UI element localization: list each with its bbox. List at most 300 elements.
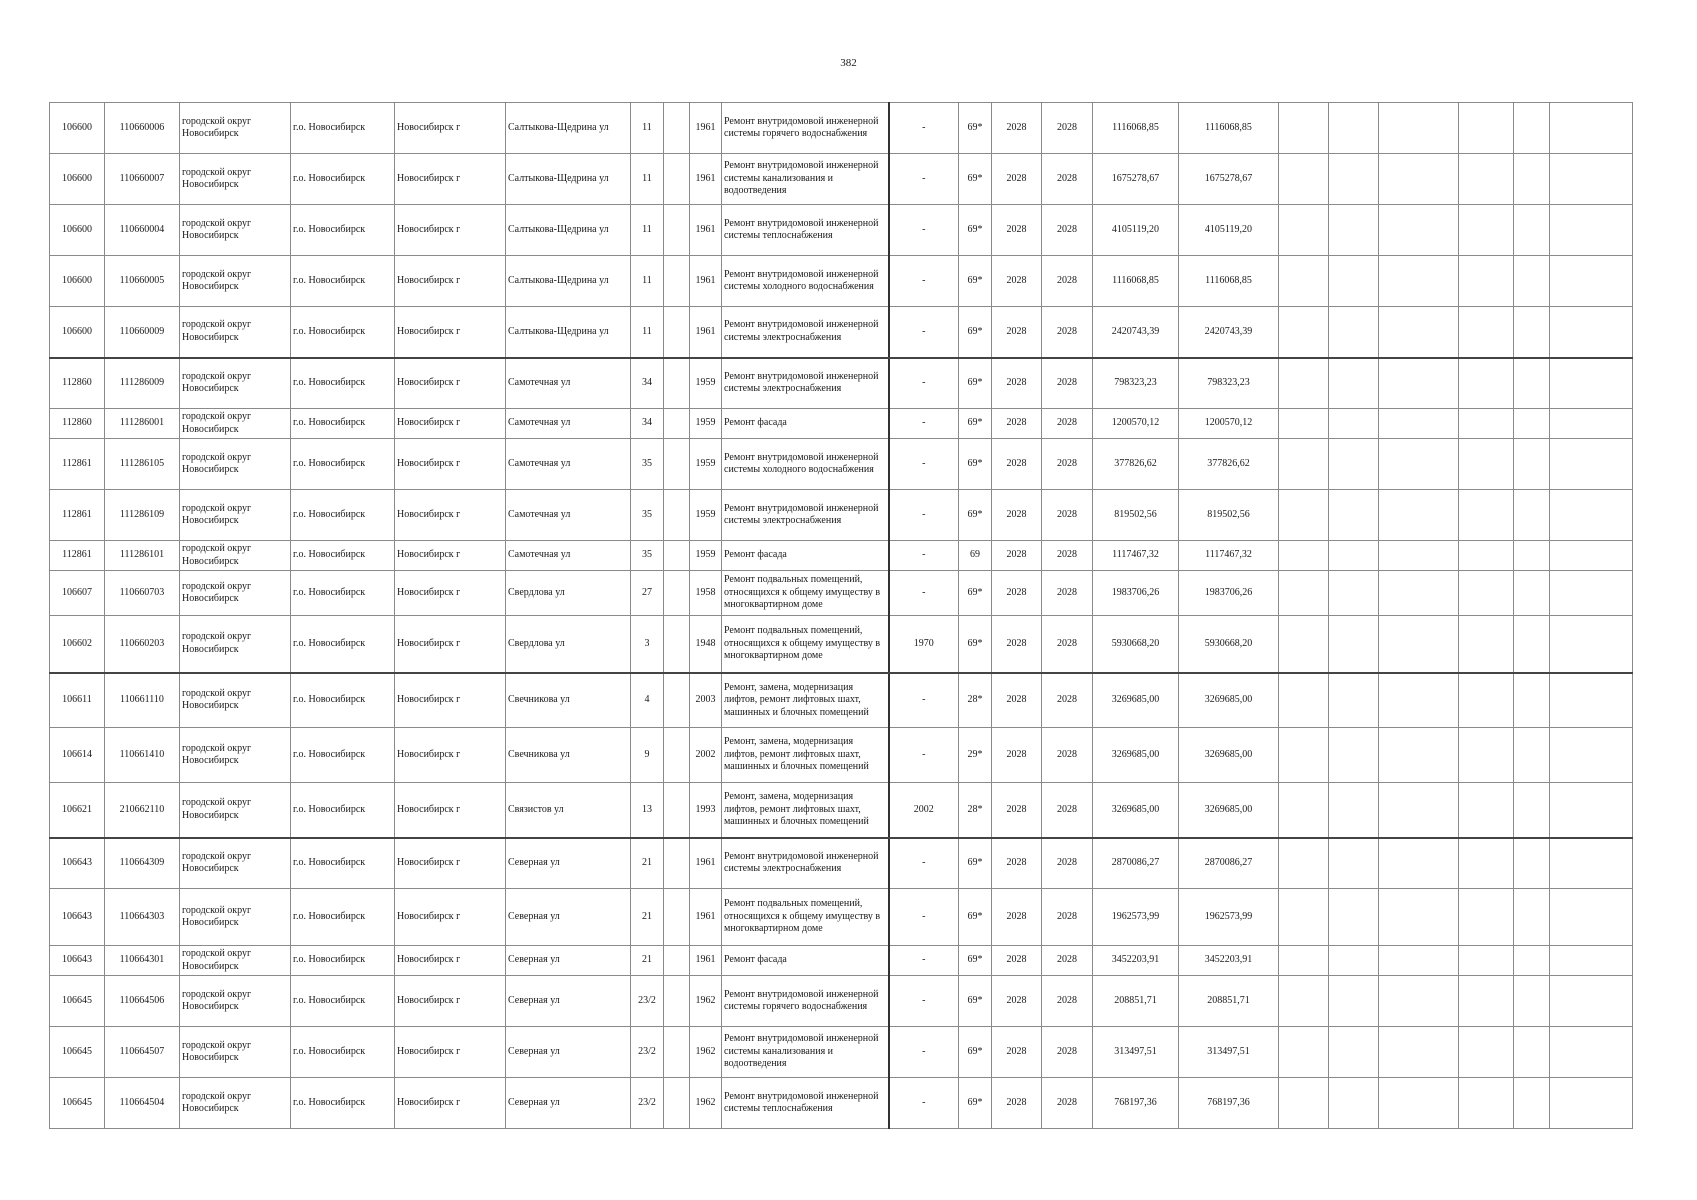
- row-wear: 69*: [959, 307, 992, 358]
- row-id: 112861: [50, 541, 105, 571]
- row-cost: 819502,56: [1093, 490, 1179, 541]
- row-last-repair: 1970: [889, 616, 959, 673]
- empty-cell: [1329, 409, 1379, 439]
- empty-cell: [1329, 673, 1379, 728]
- row-plan-start: 2028: [992, 728, 1042, 783]
- row-street: Северная ул: [506, 946, 631, 976]
- table-row: [50, 256, 1633, 307]
- row-last-repair: -: [889, 1078, 959, 1129]
- empty-cell: [1379, 976, 1459, 1027]
- table-row: [50, 439, 1633, 490]
- row-house: 34: [631, 409, 664, 439]
- row-street: Свердлова ул: [506, 616, 631, 673]
- row-id: 106614: [50, 728, 105, 783]
- empty-cell: [1514, 838, 1550, 889]
- row-street: Северная ул: [506, 889, 631, 946]
- row-district: городской округ Новосибирск: [180, 976, 291, 1027]
- row-last-repair: -: [889, 256, 959, 307]
- empty-cell: [1459, 728, 1514, 783]
- row-cost: 1983706,26: [1093, 571, 1179, 616]
- empty-cell: [1550, 439, 1633, 490]
- row-building: [664, 205, 690, 256]
- row-work-type: Ремонт внутридомовой инженерной системы канализования и водоотведения: [722, 1027, 889, 1078]
- row-building: [664, 358, 690, 409]
- row-district: городской округ Новосибирск: [180, 307, 291, 358]
- row-cost-total: 1200570,12: [1179, 409, 1279, 439]
- row-district: городской округ Новосибирск: [180, 154, 291, 205]
- row-house: 9: [631, 728, 664, 783]
- row-last-repair: -: [889, 205, 959, 256]
- empty-cell: [1379, 889, 1459, 946]
- row-year: 1962: [690, 976, 722, 1027]
- empty-cell: [1379, 783, 1459, 838]
- row-district: городской округ Новосибирск: [180, 541, 291, 571]
- row-street: Салтыкова-Щедрина ул: [506, 307, 631, 358]
- empty-cell: [1329, 154, 1379, 205]
- row-plan-end: 2028: [1042, 1078, 1093, 1129]
- row-city: Новосибирск г: [395, 889, 506, 946]
- row-code: 111286009: [105, 358, 180, 409]
- row-code: 110661110: [105, 673, 180, 728]
- row-cost: 1116068,85: [1093, 256, 1179, 307]
- row-street: Салтыкова-Щедрина ул: [506, 103, 631, 154]
- row-cost: 1962573,99: [1093, 889, 1179, 946]
- row-municipality: г.о. Новосибирск: [291, 103, 395, 154]
- row-plan-start: 2028: [992, 673, 1042, 728]
- row-cost-total: 377826,62: [1179, 439, 1279, 490]
- row-street: Свечникова ул: [506, 728, 631, 783]
- row-street: Свердлова ул: [506, 571, 631, 616]
- row-last-repair: -: [889, 307, 959, 358]
- table-row: [50, 358, 1633, 409]
- row-city: Новосибирск г: [395, 439, 506, 490]
- row-municipality: г.о. Новосибирск: [291, 783, 395, 838]
- row-plan-start: 2028: [992, 783, 1042, 838]
- row-district: городской округ Новосибирск: [180, 439, 291, 490]
- empty-cell: [1514, 256, 1550, 307]
- row-city: Новосибирск г: [395, 838, 506, 889]
- empty-cell: [1514, 783, 1550, 838]
- row-street: Салтыкова-Щедрина ул: [506, 205, 631, 256]
- row-district: городской округ Новосибирск: [180, 490, 291, 541]
- empty-cell: [1279, 976, 1329, 1027]
- row-house: 11: [631, 307, 664, 358]
- row-wear: 69*: [959, 838, 992, 889]
- empty-cell: [1329, 307, 1379, 358]
- row-work-type: Ремонт внутридомовой инженерной системы горячего водоснабжения: [722, 976, 889, 1027]
- row-municipality: г.о. Новосибирск: [291, 571, 395, 616]
- empty-cell: [1279, 307, 1329, 358]
- row-municipality: г.о. Новосибирск: [291, 976, 395, 1027]
- table-row: [50, 1078, 1633, 1129]
- empty-cell: [1329, 889, 1379, 946]
- empty-cell: [1459, 673, 1514, 728]
- empty-cell: [1379, 358, 1459, 409]
- empty-cell: [1279, 256, 1329, 307]
- table-row: [50, 307, 1633, 358]
- row-id: 106645: [50, 1078, 105, 1129]
- row-building: [664, 783, 690, 838]
- empty-cell: [1459, 409, 1514, 439]
- row-city: Новосибирск г: [395, 616, 506, 673]
- row-plan-start: 2028: [992, 307, 1042, 358]
- empty-cell: [1279, 439, 1329, 490]
- row-cost: 798323,23: [1093, 358, 1179, 409]
- empty-cell: [1379, 1078, 1459, 1129]
- row-district: городской округ Новосибирск: [180, 673, 291, 728]
- row-plan-start: 2028: [992, 838, 1042, 889]
- row-house: 3: [631, 616, 664, 673]
- row-plan-start: 2028: [992, 409, 1042, 439]
- row-year: 1959: [690, 439, 722, 490]
- row-wear: 69*: [959, 1078, 992, 1129]
- row-year: 1959: [690, 409, 722, 439]
- row-cost: 208851,71: [1093, 976, 1179, 1027]
- table-row: [50, 783, 1633, 838]
- row-house: 23/2: [631, 976, 664, 1027]
- row-code: 110660006: [105, 103, 180, 154]
- row-district: городской округ Новосибирск: [180, 103, 291, 154]
- empty-cell: [1279, 946, 1329, 976]
- row-wear: 69*: [959, 946, 992, 976]
- row-work-type: Ремонт фасада: [722, 946, 889, 976]
- row-cost-total: 1116068,85: [1179, 256, 1279, 307]
- empty-cell: [1279, 358, 1329, 409]
- row-district: городской округ Новосибирск: [180, 838, 291, 889]
- row-work-type: Ремонт фасада: [722, 541, 889, 571]
- row-plan-end: 2028: [1042, 976, 1093, 1027]
- empty-cell: [1279, 783, 1329, 838]
- empty-cell: [1550, 889, 1633, 946]
- empty-cell: [1379, 490, 1459, 541]
- row-cost: 1200570,12: [1093, 409, 1179, 439]
- row-building: [664, 409, 690, 439]
- row-street: Самотечная ул: [506, 409, 631, 439]
- row-cost-total: 1116068,85: [1179, 103, 1279, 154]
- row-house: 23/2: [631, 1027, 664, 1078]
- row-municipality: г.о. Новосибирск: [291, 838, 395, 889]
- table-body: [50, 103, 1633, 1129]
- row-municipality: г.о. Новосибирск: [291, 1078, 395, 1129]
- row-wear: 69*: [959, 616, 992, 673]
- row-work-type: Ремонт, замена, модернизация лифтов, ремонт лифтовых шахт, машинных и блочных помещений: [722, 673, 889, 728]
- row-cost: 3269685,00: [1093, 728, 1179, 783]
- row-work-type: Ремонт внутридомовой инженерной системы горячего водоснабжения: [722, 103, 889, 154]
- empty-cell: [1379, 838, 1459, 889]
- table-row: [50, 889, 1633, 946]
- row-cost-total: 2870086,27: [1179, 838, 1279, 889]
- row-work-type: Ремонт внутридомовой инженерной системы электроснабжения: [722, 307, 889, 358]
- row-code: 110664303: [105, 889, 180, 946]
- row-city: Новосибирск г: [395, 1078, 506, 1129]
- row-municipality: г.о. Новосибирск: [291, 490, 395, 541]
- empty-cell: [1550, 307, 1633, 358]
- row-street: Северная ул: [506, 976, 631, 1027]
- empty-cell: [1279, 490, 1329, 541]
- row-cost: 3269685,00: [1093, 673, 1179, 728]
- empty-cell: [1514, 439, 1550, 490]
- row-wear: 69*: [959, 1027, 992, 1078]
- row-plan-start: 2028: [992, 1078, 1042, 1129]
- row-district: городской округ Новосибирск: [180, 571, 291, 616]
- row-plan-end: 2028: [1042, 1027, 1093, 1078]
- row-work-type: Ремонт подвальных помещений, относящихся к общему имуществу в многоквартирном доме: [722, 571, 889, 616]
- row-cost-total: 1117467,32: [1179, 541, 1279, 571]
- empty-cell: [1379, 154, 1459, 205]
- empty-cell: [1329, 783, 1379, 838]
- row-last-repair: -: [889, 1027, 959, 1078]
- empty-cell: [1459, 976, 1514, 1027]
- row-plan-end: 2028: [1042, 205, 1093, 256]
- row-city: Новосибирск г: [395, 976, 506, 1027]
- row-code: 110660203: [105, 616, 180, 673]
- row-year: 1959: [690, 358, 722, 409]
- row-plan-end: 2028: [1042, 541, 1093, 571]
- row-plan-start: 2028: [992, 205, 1042, 256]
- row-city: Новосибирск г: [395, 307, 506, 358]
- row-cost: 1675278,67: [1093, 154, 1179, 205]
- row-id: 112861: [50, 490, 105, 541]
- row-house: 35: [631, 541, 664, 571]
- row-district: городской округ Новосибирск: [180, 205, 291, 256]
- empty-cell: [1459, 946, 1514, 976]
- row-cost-total: 3269685,00: [1179, 673, 1279, 728]
- row-code: 111286109: [105, 490, 180, 541]
- table-row: [50, 205, 1633, 256]
- row-wear: 69*: [959, 490, 992, 541]
- table-row: [50, 838, 1633, 889]
- row-last-repair: -: [889, 409, 959, 439]
- row-plan-end: 2028: [1042, 571, 1093, 616]
- row-wear: 69*: [959, 205, 992, 256]
- row-municipality: г.о. Новосибирск: [291, 358, 395, 409]
- empty-cell: [1329, 616, 1379, 673]
- row-plan-start: 2028: [992, 946, 1042, 976]
- row-building: [664, 946, 690, 976]
- row-city: Новосибирск г: [395, 409, 506, 439]
- empty-cell: [1459, 154, 1514, 205]
- row-code: 110660703: [105, 571, 180, 616]
- empty-cell: [1459, 358, 1514, 409]
- empty-cell: [1514, 1078, 1550, 1129]
- empty-cell: [1379, 946, 1459, 976]
- empty-cell: [1329, 976, 1379, 1027]
- row-id: 106643: [50, 946, 105, 976]
- empty-cell: [1329, 1027, 1379, 1078]
- row-building: [664, 154, 690, 205]
- empty-cell: [1550, 1027, 1633, 1078]
- table-row: [50, 409, 1633, 439]
- row-plan-end: 2028: [1042, 103, 1093, 154]
- row-work-type: Ремонт внутридомовой инженерной системы теплоснабжения: [722, 1078, 889, 1129]
- row-cost: 3452203,91: [1093, 946, 1179, 976]
- row-plan-start: 2028: [992, 976, 1042, 1027]
- row-street: Салтыкова-Щедрина ул: [506, 154, 631, 205]
- empty-cell: [1379, 439, 1459, 490]
- row-house: 35: [631, 439, 664, 490]
- row-last-repair: -: [889, 976, 959, 1027]
- row-year: 1962: [690, 1027, 722, 1078]
- row-cost: 377826,62: [1093, 439, 1179, 490]
- row-street: Самотечная ул: [506, 439, 631, 490]
- row-id: 106600: [50, 154, 105, 205]
- row-street: Связистов ул: [506, 783, 631, 838]
- empty-cell: [1329, 205, 1379, 256]
- row-district: городской округ Новосибирск: [180, 256, 291, 307]
- empty-cell: [1279, 616, 1329, 673]
- empty-cell: [1279, 571, 1329, 616]
- empty-cell: [1379, 541, 1459, 571]
- row-plan-end: 2028: [1042, 409, 1093, 439]
- empty-cell: [1514, 358, 1550, 409]
- empty-cell: [1379, 571, 1459, 616]
- empty-cell: [1514, 616, 1550, 673]
- empty-cell: [1279, 103, 1329, 154]
- row-year: 1961: [690, 256, 722, 307]
- row-id: 112860: [50, 358, 105, 409]
- empty-cell: [1550, 976, 1633, 1027]
- row-work-type: Ремонт, замена, модернизация лифтов, ремонт лифтовых шахт, машинных и блочных помещений: [722, 783, 889, 838]
- row-cost: 4105119,20: [1093, 205, 1179, 256]
- row-cost-total: 4105119,20: [1179, 205, 1279, 256]
- empty-cell: [1550, 490, 1633, 541]
- row-cost: 5930668,20: [1093, 616, 1179, 673]
- row-code: 111286101: [105, 541, 180, 571]
- row-municipality: г.о. Новосибирск: [291, 946, 395, 976]
- row-cost-total: 3269685,00: [1179, 783, 1279, 838]
- empty-cell: [1459, 256, 1514, 307]
- row-municipality: г.о. Новосибирск: [291, 1027, 395, 1078]
- empty-cell: [1550, 256, 1633, 307]
- row-municipality: г.о. Новосибирск: [291, 205, 395, 256]
- row-id: 106607: [50, 571, 105, 616]
- row-code: 210662110: [105, 783, 180, 838]
- row-plan-end: 2028: [1042, 307, 1093, 358]
- row-work-type: Ремонт подвальных помещений, относящихся к общему имуществу в многоквартирном доме: [722, 616, 889, 673]
- row-building: [664, 976, 690, 1027]
- row-city: Новосибирск г: [395, 490, 506, 541]
- empty-cell: [1459, 439, 1514, 490]
- row-house: 35: [631, 490, 664, 541]
- row-code: 110660005: [105, 256, 180, 307]
- row-cost: 1117467,32: [1093, 541, 1179, 571]
- empty-cell: [1379, 103, 1459, 154]
- empty-cell: [1550, 838, 1633, 889]
- row-building: [664, 673, 690, 728]
- row-district: городской округ Новосибирск: [180, 616, 291, 673]
- empty-cell: [1379, 1027, 1459, 1078]
- empty-cell: [1459, 571, 1514, 616]
- row-id: 106600: [50, 256, 105, 307]
- empty-cell: [1279, 673, 1329, 728]
- table-row: [50, 154, 1633, 205]
- empty-cell: [1279, 1078, 1329, 1129]
- row-year: 1959: [690, 541, 722, 571]
- row-wear: 69*: [959, 358, 992, 409]
- empty-cell: [1550, 571, 1633, 616]
- empty-cell: [1514, 1027, 1550, 1078]
- row-house: 11: [631, 205, 664, 256]
- empty-cell: [1550, 728, 1633, 783]
- empty-cell: [1329, 490, 1379, 541]
- row-wear: 69*: [959, 889, 992, 946]
- row-building: [664, 439, 690, 490]
- empty-cell: [1550, 205, 1633, 256]
- row-municipality: г.о. Новосибирск: [291, 616, 395, 673]
- row-id: 106602: [50, 616, 105, 673]
- row-building: [664, 1078, 690, 1129]
- row-cost-total: 3269685,00: [1179, 728, 1279, 783]
- table-row: [50, 728, 1633, 783]
- row-city: Новосибирск г: [395, 541, 506, 571]
- row-id: 106611: [50, 673, 105, 728]
- empty-cell: [1459, 1027, 1514, 1078]
- empty-cell: [1279, 889, 1329, 946]
- empty-cell: [1459, 490, 1514, 541]
- table-row: [50, 946, 1633, 976]
- row-house: 11: [631, 103, 664, 154]
- row-id: 106600: [50, 103, 105, 154]
- row-work-type: Ремонт фасада: [722, 409, 889, 439]
- row-last-repair: -: [889, 358, 959, 409]
- empty-cell: [1550, 541, 1633, 571]
- empty-cell: [1514, 541, 1550, 571]
- empty-cell: [1459, 307, 1514, 358]
- row-id: 106643: [50, 889, 105, 946]
- row-id: 106600: [50, 307, 105, 358]
- row-city: Новосибирск г: [395, 571, 506, 616]
- empty-cell: [1379, 616, 1459, 673]
- row-last-repair: -: [889, 889, 959, 946]
- empty-cell: [1379, 307, 1459, 358]
- row-wear: 28*: [959, 673, 992, 728]
- row-district: городской округ Новосибирск: [180, 358, 291, 409]
- empty-cell: [1379, 673, 1459, 728]
- row-city: Новосибирск г: [395, 103, 506, 154]
- row-cost-total: 3452203,91: [1179, 946, 1279, 976]
- empty-cell: [1459, 889, 1514, 946]
- empty-cell: [1329, 571, 1379, 616]
- row-street: Северная ул: [506, 838, 631, 889]
- empty-cell: [1550, 409, 1633, 439]
- empty-cell: [1550, 154, 1633, 205]
- empty-cell: [1550, 103, 1633, 154]
- empty-cell: [1550, 783, 1633, 838]
- empty-cell: [1459, 838, 1514, 889]
- page-number: 382: [840, 57, 857, 69]
- empty-cell: [1329, 103, 1379, 154]
- row-plan-start: 2028: [992, 490, 1042, 541]
- row-city: Новосибирск г: [395, 783, 506, 838]
- row-plan-end: 2028: [1042, 358, 1093, 409]
- row-plan-start: 2028: [992, 154, 1042, 205]
- row-wear: 28*: [959, 783, 992, 838]
- row-street: Свечникова ул: [506, 673, 631, 728]
- empty-cell: [1514, 154, 1550, 205]
- row-wear: 69*: [959, 154, 992, 205]
- row-building: [664, 616, 690, 673]
- row-municipality: г.о. Новосибирск: [291, 889, 395, 946]
- row-plan-start: 2028: [992, 616, 1042, 673]
- empty-cell: [1279, 205, 1329, 256]
- row-id: 106600: [50, 205, 105, 256]
- row-building: [664, 838, 690, 889]
- row-cost: 2420743,39: [1093, 307, 1179, 358]
- empty-cell: [1459, 541, 1514, 571]
- row-building: [664, 1027, 690, 1078]
- row-plan-start: 2028: [992, 439, 1042, 490]
- row-wear: 69*: [959, 103, 992, 154]
